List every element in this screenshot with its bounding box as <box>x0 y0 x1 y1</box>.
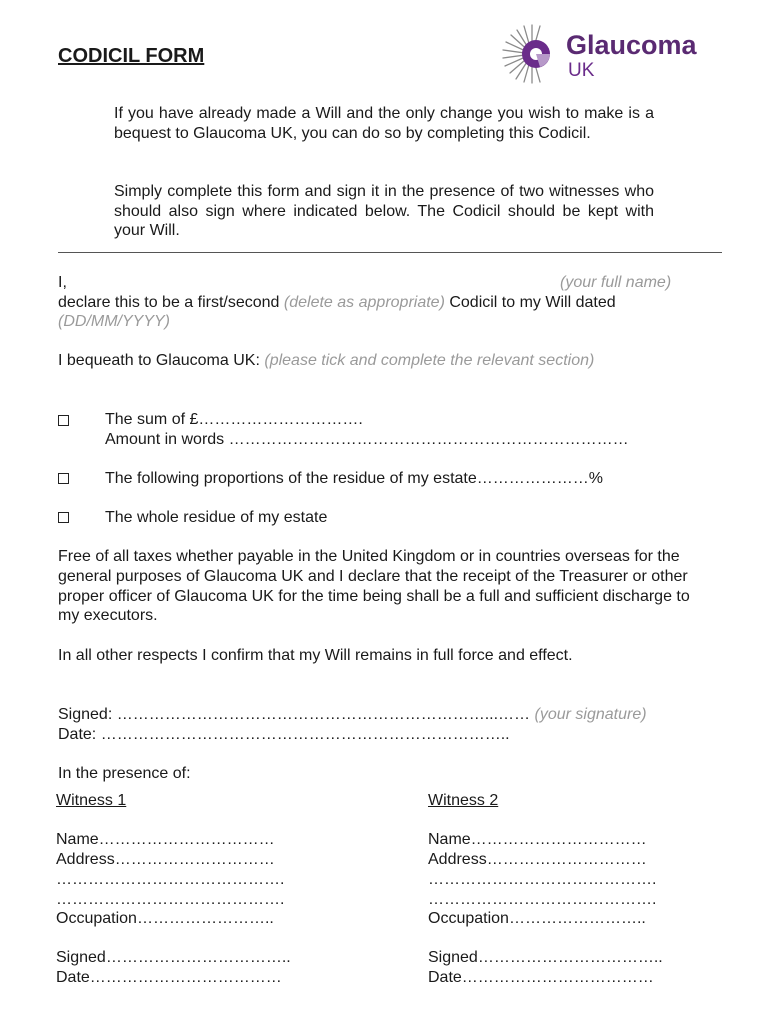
declaration-i: I, <box>58 274 67 291</box>
declaration-text-a: declare this to be a first/second <box>58 294 280 311</box>
logo-sub: UK <box>568 60 595 81</box>
bequeath-text: I bequeath to Glaucoma UK: <box>58 352 260 369</box>
taxes-paragraph: Free of all taxes whether payable in the United Kingdom or in countries overseas for the general purposes of Glaucoma UK and I declare that the receipt of the Treasurer or other proper officer of Glaucoma UK for the time being shall be a full and sufficient discharge to my executors. <box>58 548 690 625</box>
glaucoma-uk-logo <box>500 22 700 86</box>
logo-wordmark: Glaucoma <box>566 30 697 60</box>
delete-hint: (delete as appropriate) <box>283 294 445 311</box>
witness-2-occupation[interactable]: Occupation…………………….. <box>428 910 646 927</box>
bequeath-hint: (please tick and complete the relevant section) <box>264 352 595 369</box>
witness-1-address-line-1[interactable]: ……………………………………. <box>56 871 285 888</box>
amount-in-words: Amount in words ………………………………………………………………… <box>105 431 629 448</box>
divider-rule <box>58 252 722 253</box>
bequeath-line <box>58 351 594 371</box>
proportion-checkbox[interactable] <box>58 473 69 484</box>
intro-paragraph-1: If you have already made a Will and the only change you wish to make is a bequest to Glaucoma UK, you can do so by completing this Codicil. <box>114 105 654 142</box>
signature-line <box>58 705 647 725</box>
confirm-paragraph: In all other respects I confirm that my Will remains in full force and effect. <box>58 647 573 664</box>
page-title: CODICIL FORM <box>58 45 205 67</box>
witness-1-name[interactable]: Name…………………………… <box>56 831 275 848</box>
date-field[interactable]: Date: ………………………………………………………………….. <box>58 726 510 743</box>
signed-field[interactable]: Signed: ……………………………………………………………...…… <box>58 706 531 723</box>
witness-2-name[interactable]: Name…………………………… <box>428 831 647 848</box>
intro-paragraph-2: Simply complete this form and sign it in the presence of two witnesses who should also sign where indicated below. The Codicil should be kept with your Will. <box>114 183 654 239</box>
witness-1-title: Witness 1 <box>56 792 127 809</box>
witness-2-address-line-2[interactable]: ……………………………………. <box>428 891 657 908</box>
witness-1-address-line-2[interactable]: ……………………………………. <box>56 891 285 908</box>
witness-2-date[interactable]: Date……………………………… <box>428 969 654 986</box>
witness-1-date[interactable]: Date……………………………… <box>56 969 282 986</box>
whole-residue-checkbox[interactable] <box>58 512 69 523</box>
sum-option: The sum of £…………………………. <box>105 411 363 428</box>
full-name-hint: (your full name) <box>560 274 672 291</box>
witness-2-title: Witness 2 <box>428 792 499 809</box>
declaration-line <box>58 293 616 313</box>
proportion-option: The following proportions of the residue of my estate…………………% <box>105 470 603 487</box>
presence-label: In the presence of: <box>58 765 191 782</box>
declaration-text-b: Codicil to my Will dated <box>449 294 616 311</box>
whole-residue-option: The whole residue of my estate <box>105 509 328 526</box>
witness-1-signed[interactable]: Signed…………………………….. <box>56 949 291 966</box>
starburst-logo-icon <box>500 22 564 86</box>
witness-2-signed[interactable]: Signed…………………………….. <box>428 949 663 966</box>
witness-2-address-line-1[interactable]: ……………………………………. <box>428 871 657 888</box>
sum-checkbox[interactable] <box>58 415 69 426</box>
witness-1-occupation[interactable]: Occupation…………………….. <box>56 910 274 927</box>
witness-2-address[interactable]: Address………………………… <box>428 851 647 868</box>
date-format-hint: (DD/MM/YYYY) <box>58 313 170 330</box>
signature-hint: (your signature) <box>534 706 647 723</box>
witness-1-address[interactable]: Address………………………… <box>56 851 275 868</box>
